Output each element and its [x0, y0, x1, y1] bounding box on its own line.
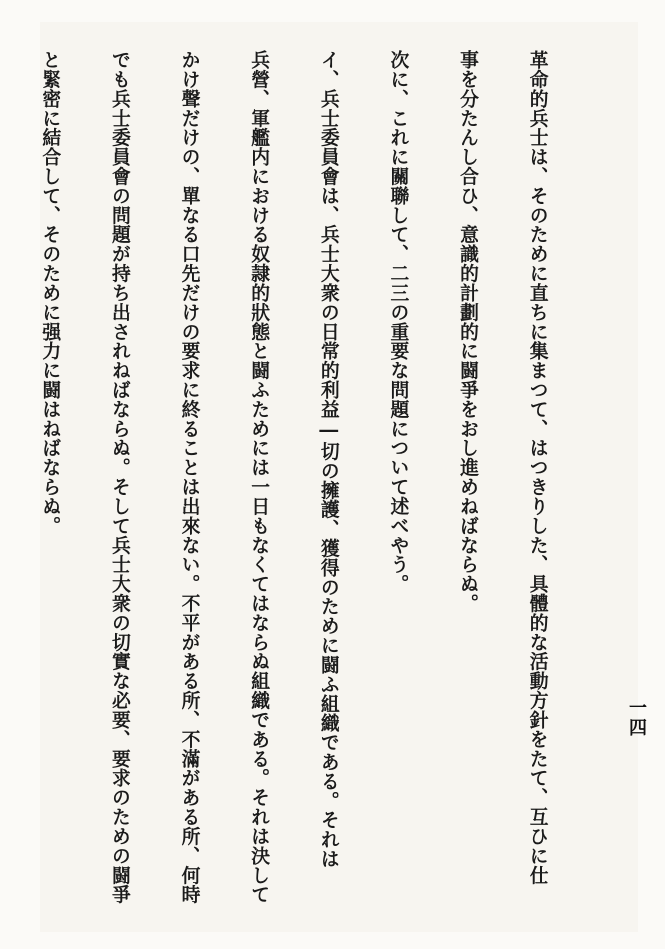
vertical-body-text [0, 50, 595, 910]
text-line: 革命的兵士は、そのために直ちに集まつて、はつきりした、具體的な活動方針をたて、互ひに仕 [526, 50, 549, 885]
text-line: 兵營、軍艦内における奴隷的狀態と闘ふためには一日もなくてはならぬ組織である。それは決して [248, 50, 271, 905]
text-line: と緊密に結合して、そのために强力に闘はねばならぬ。 [39, 50, 62, 536]
text-line: 次に、これに關聯して、二三の重要な問題について述べやう。 [387, 50, 410, 594]
text-line: かけ聲だけの、單なる口先だけの要求に終ることは出來ない。不平がある所、不滿がある所、何時 [178, 50, 201, 905]
text-line: でも兵士委員會の問題が持ち出されねばならぬ。そして兵士大衆の切實な必要、要求のための闘爭 [108, 50, 131, 905]
text-line: イ、兵士委員會は、兵士大衆の日常的利益―切の擁護、獲得のために闘ふ組織である。それは [317, 50, 340, 869]
text-line: 事を分たんし合ひ、意識的計劃的に闘爭をおし進めねばならぬ。 [456, 50, 479, 613]
page-number: 一四 [626, 698, 647, 738]
